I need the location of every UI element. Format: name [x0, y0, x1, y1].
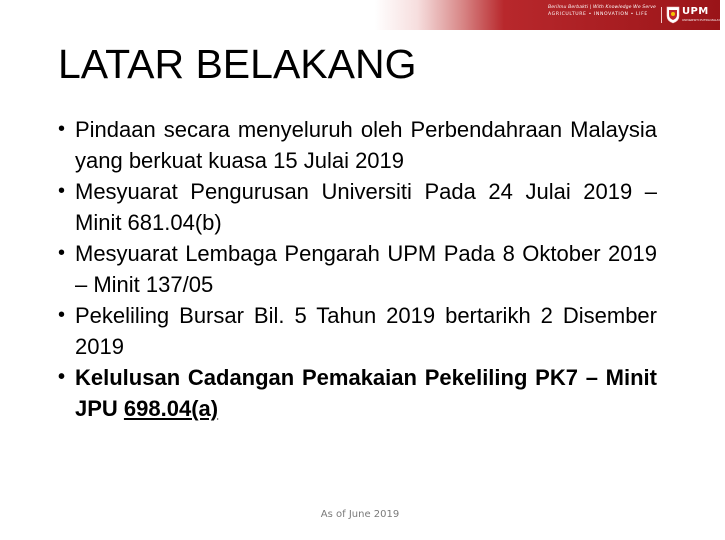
banner-divider	[661, 7, 662, 23]
bullet-dot-icon: •	[58, 242, 66, 264]
bullet-dot-icon: •	[58, 304, 66, 326]
logo-subtext: UNIVERSITI PUTRA MALAYSIA	[682, 18, 725, 22]
bullet-text: Mesyuarat Lembaga Pengarah UPM Pada 8 Oktober 2019 – Minit 137/05	[75, 241, 657, 297]
bullet-dot-icon: •	[58, 366, 66, 388]
crest-icon	[666, 6, 680, 24]
slide-title: LATAR BELAKANG	[58, 41, 417, 87]
bullet-list	[55, 114, 657, 424]
slide-footer: As of June 2019	[320, 509, 400, 520]
bullet-text: Pindaan secara menyeluruh oleh Perbendahraan Malaysia yang berkuat kuasa 15 Julai 2019	[75, 117, 657, 173]
university-tagline	[548, 4, 664, 18]
bullet-text: Kelulusan Cadangan Pemakaian Pekeliling PK7 – Minit JPU	[75, 365, 657, 421]
bullet-item	[55, 300, 657, 362]
minute-reference: 698.04(a)	[123, 396, 219, 421]
tagline-motto: Berilmu Berbakti | With Knowledge We Serve	[548, 5, 656, 10]
logo-wordmark: UPM	[682, 6, 709, 17]
upm-logo	[666, 6, 725, 24]
bullet-item-highlight	[55, 362, 657, 424]
bullet-item	[55, 238, 657, 300]
bullet-text: Pekeliling Bursar Bil. 5 Tahun 2019 bertarikh 2 Disember 2019	[75, 303, 657, 359]
bullet-item	[55, 176, 657, 238]
bullet-dot-icon: •	[58, 118, 66, 140]
bullet-item	[55, 114, 657, 176]
bullet-dot-icon: •	[58, 180, 66, 202]
bullet-text: Mesyuarat Pengurusan Universiti Pada 24 Julai 2019 – Minit 681.04(b)	[75, 179, 657, 235]
tagline-pillars: AGRICULTURE • INNOVATION • LIFE	[548, 12, 648, 17]
